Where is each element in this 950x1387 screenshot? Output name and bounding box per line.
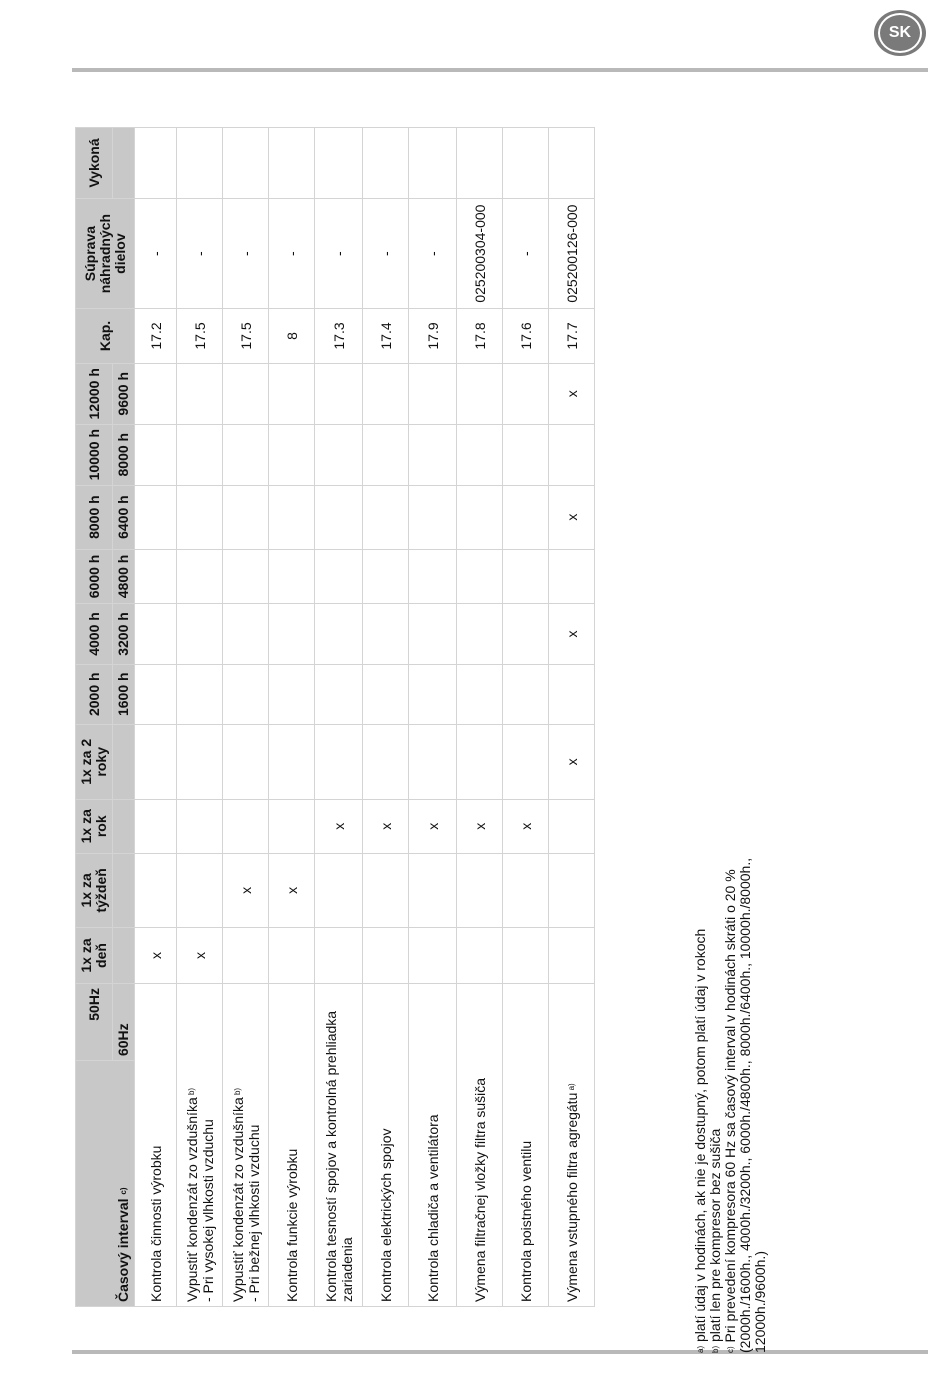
interval-cell <box>457 604 503 664</box>
interval-cell <box>409 549 457 604</box>
interval-cell <box>177 799 223 853</box>
footnote: (2000h./1600h., 4000h./3200h., 6000h./4800h., 8000h./6400h., 10000h./8000h., 12000h./9600h.) <box>737 857 768 1353</box>
task-label: Vypustiť kondenzát zo vzdušníka $^{b)}$ - Pri vysokej vlhkosti vzduchu <box>177 984 223 1307</box>
table-row <box>457 128 503 1307</box>
interval-cell <box>363 363 409 424</box>
interval-cell <box>269 927 315 983</box>
header-hours-50-3: 6000 h <box>76 549 113 604</box>
interval-cell <box>363 424 409 485</box>
done-cell <box>135 128 177 199</box>
chapter-cell: 17.5 <box>177 309 223 364</box>
interval-cell <box>549 664 595 724</box>
task-label: Vypustiť kondenzát zo vzdušníka $^{b)}$ - Pri bežnej vlhkosti vzduchu <box>223 984 269 1307</box>
interval-cell <box>503 927 549 983</box>
header-hours-50-6: 12000 h <box>76 363 113 424</box>
header-hours-50-1: 2000 h <box>76 664 113 724</box>
interval-cell <box>223 424 269 485</box>
interval-cell <box>549 424 595 485</box>
task-label: Výmena filtračnej vložky filtra sušiča <box>457 984 503 1307</box>
interval-cell <box>135 799 177 853</box>
interval-cell <box>315 724 363 799</box>
table-row <box>315 128 363 1307</box>
interval-cell: x <box>409 799 457 853</box>
footnote: $^{b)}$ platí len pre kompresor bez sušiča <box>707 1128 723 1353</box>
interval-cell <box>503 604 549 664</box>
done-cell <box>363 128 409 199</box>
interval-cell <box>315 549 363 604</box>
header-hours-60-1: 1600 h <box>113 664 135 724</box>
interval-cell: x <box>135 927 177 983</box>
interval-cell <box>503 853 549 927</box>
interval-cell <box>135 724 177 799</box>
done-cell <box>457 128 503 199</box>
interval-cell <box>177 664 223 724</box>
interval-cell <box>363 549 409 604</box>
chapter-cell: 17.5 <box>223 309 269 364</box>
interval-cell <box>363 664 409 724</box>
interval-cell <box>409 853 457 927</box>
chapter-cell: 17.6 <box>503 309 549 364</box>
maintenance-table-wrapper <box>75 127 657 1307</box>
interval-cell <box>363 724 409 799</box>
header-hours-60-4: 6400 h <box>113 485 135 549</box>
interval-cell <box>269 424 315 485</box>
interval-cell <box>315 927 363 983</box>
interval-cell <box>135 485 177 549</box>
table-row <box>135 128 177 1307</box>
interval-cell <box>409 664 457 724</box>
header-hours-50-2: 4000 h <box>76 604 113 664</box>
interval-cell <box>135 424 177 485</box>
kit-cell: 025200304-000 <box>457 199 503 309</box>
interval-cell <box>409 485 457 549</box>
interval-cell <box>223 799 269 853</box>
interval-cell <box>177 604 223 664</box>
interval-cell <box>549 549 595 604</box>
header-hours-50-5: 10000 h <box>76 424 113 485</box>
interval-cell <box>269 363 315 424</box>
task-label: Kontrola poistného ventilu <box>503 984 549 1307</box>
kit-cell: - <box>223 199 269 309</box>
kit-cell: - <box>363 199 409 309</box>
interval-cell <box>457 664 503 724</box>
interval-cell <box>457 853 503 927</box>
task-label: Kontrola elektrických spojov <box>363 984 409 1307</box>
header-blank <box>113 724 135 799</box>
footnotes <box>693 793 783 1353</box>
interval-cell <box>363 604 409 664</box>
interval-cell <box>363 485 409 549</box>
interval-cell <box>315 485 363 549</box>
task-label: Kontrola činnosti výrobku <box>135 984 177 1307</box>
header-blank <box>113 799 135 853</box>
task-label: Kontrola chladiča a ventilátora <box>409 984 457 1307</box>
interval-cell <box>315 424 363 485</box>
header-hours-50-4: 8000 h <box>76 485 113 549</box>
interval-cell <box>315 853 363 927</box>
interval-cell <box>503 549 549 604</box>
header-blank <box>113 128 135 199</box>
interval-cell <box>223 664 269 724</box>
table-row <box>409 128 457 1307</box>
interval-cell <box>409 724 457 799</box>
interval-cell <box>503 664 549 724</box>
footnote: $^{a)}$ platí údaj v hodinách, ak nie je dostupný, potom platí údaj v rokoch <box>692 928 708 1353</box>
interval-cell <box>549 853 595 927</box>
chapter-cell: 17.2 <box>135 309 177 364</box>
interval-cell: x <box>223 853 269 927</box>
interval-cell <box>409 927 457 983</box>
header-kap: Kap. <box>76 309 135 364</box>
chapter-cell: 17.4 <box>363 309 409 364</box>
interval-cell <box>269 485 315 549</box>
kit-cell: - <box>315 199 363 309</box>
header-year: 1x za rok <box>76 799 113 853</box>
interval-cell <box>363 853 409 927</box>
interval-cell <box>457 724 503 799</box>
table-row <box>223 128 269 1307</box>
interval-cell <box>177 549 223 604</box>
kit-cell: - <box>503 199 549 309</box>
interval-cell <box>269 724 315 799</box>
interval-cell <box>269 664 315 724</box>
interval-cell <box>269 549 315 604</box>
interval-cell <box>315 664 363 724</box>
table-row <box>269 128 315 1307</box>
interval-cell <box>549 799 595 853</box>
interval-cell: x <box>363 799 409 853</box>
chapter-cell: 8 <box>269 309 315 364</box>
header-week: 1x za týždeň <box>76 853 113 927</box>
interval-cell <box>135 664 177 724</box>
header-kit: Súprava náhradných dielov <box>76 199 135 309</box>
done-cell <box>409 128 457 199</box>
header-blank <box>113 927 135 983</box>
interval-cell <box>177 363 223 424</box>
header-done: Vykoná <box>76 128 113 199</box>
header-blank <box>113 853 135 927</box>
header-hours-60-2: 3200 h <box>113 604 135 664</box>
interval-cell <box>457 927 503 983</box>
done-cell <box>549 128 595 199</box>
interval-cell <box>135 363 177 424</box>
task-label: Kontrola tesností spojov a kontrolná prehliadka zariadenia <box>315 984 363 1307</box>
interval-cell <box>503 485 549 549</box>
interval-cell <box>223 485 269 549</box>
interval-cell <box>223 604 269 664</box>
chapter-cell: 17.8 <box>457 309 503 364</box>
header-hours-60-5: 8000 h <box>113 424 135 485</box>
interval-cell: x <box>503 799 549 853</box>
bottom-rule <box>72 1350 928 1354</box>
table-row <box>177 128 223 1307</box>
interval-cell: x <box>457 799 503 853</box>
header-50hz: 50Hz <box>76 984 113 1061</box>
kit-cell: - <box>177 199 223 309</box>
interval-cell <box>363 927 409 983</box>
kit-cell: - <box>409 199 457 309</box>
interval-cell <box>315 604 363 664</box>
kit-cell: - <box>135 199 177 309</box>
interval-cell <box>177 424 223 485</box>
top-rule <box>72 68 928 72</box>
done-cell <box>315 128 363 199</box>
interval-cell <box>409 604 457 664</box>
interval-cell <box>177 724 223 799</box>
maintenance-table <box>75 127 595 1307</box>
footnote-mark: b) <box>232 1087 242 1098</box>
header-hours-60-6: 9600 h <box>113 363 135 424</box>
interval-cell <box>223 549 269 604</box>
done-cell <box>503 128 549 199</box>
interval-cell <box>223 927 269 983</box>
interval-cell <box>409 424 457 485</box>
interval-cell: x <box>549 604 595 664</box>
interval-cell <box>135 549 177 604</box>
footnote-mark: a) <box>566 1083 576 1093</box>
chapter-cell: 17.3 <box>315 309 363 364</box>
kit-cell: - <box>269 199 315 309</box>
header-interval: Časový interval $^{c)}$ <box>76 1061 135 1307</box>
language-badge <box>874 10 926 56</box>
task-label: Výmena vstupného filtra agregátu $^{a)}$ <box>549 984 595 1307</box>
header-row-50hz <box>76 128 113 1307</box>
header-hours-60-3: 4800 h <box>113 549 135 604</box>
interval-cell: x <box>549 724 595 799</box>
interval-cell <box>457 549 503 604</box>
interval-cell <box>269 604 315 664</box>
table-row <box>363 128 409 1307</box>
interval-cell <box>177 853 223 927</box>
header-60hz: 60Hz <box>113 984 135 1061</box>
chapter-cell: 17.7 <box>549 309 595 364</box>
interval-cell: x <box>177 927 223 983</box>
interval-cell <box>135 604 177 664</box>
interval-cell <box>549 927 595 983</box>
interval-cell <box>269 799 315 853</box>
done-cell <box>177 128 223 199</box>
interval-cell <box>223 724 269 799</box>
kit-cell: 025200126-000 <box>549 199 595 309</box>
header-2years: 1x za 2 roky <box>76 724 113 799</box>
interval-cell <box>457 424 503 485</box>
chapter-cell: 17.9 <box>409 309 457 364</box>
interval-cell: x <box>315 799 363 853</box>
interval-cell: x <box>549 485 595 549</box>
interval-cell: x <box>269 853 315 927</box>
footnote: $^{c)}$ Pri prevedení kompresora 60 Hz sa časový interval v hodinách skráti o 20 % <box>722 869 738 1353</box>
interval-cell <box>503 724 549 799</box>
done-cell <box>269 128 315 199</box>
interval-cell <box>503 363 549 424</box>
interval-cell <box>503 424 549 485</box>
interval-cell <box>457 363 503 424</box>
table-row <box>503 128 549 1307</box>
interval-cell <box>135 853 177 927</box>
interval-cell <box>223 363 269 424</box>
interval-cell <box>409 363 457 424</box>
interval-cell <box>315 363 363 424</box>
done-cell <box>223 128 269 199</box>
interval-cell <box>177 485 223 549</box>
table-row <box>549 128 595 1307</box>
interval-cell: x <box>549 363 595 424</box>
task-label: Kontrola funkcie výrobku <box>269 984 315 1307</box>
interval-cell <box>457 485 503 549</box>
badge-text: SK <box>888 24 912 41</box>
table-body <box>135 128 595 1307</box>
header-day: 1x za deň <box>76 927 113 983</box>
footnote-mark: b) <box>186 1087 196 1098</box>
